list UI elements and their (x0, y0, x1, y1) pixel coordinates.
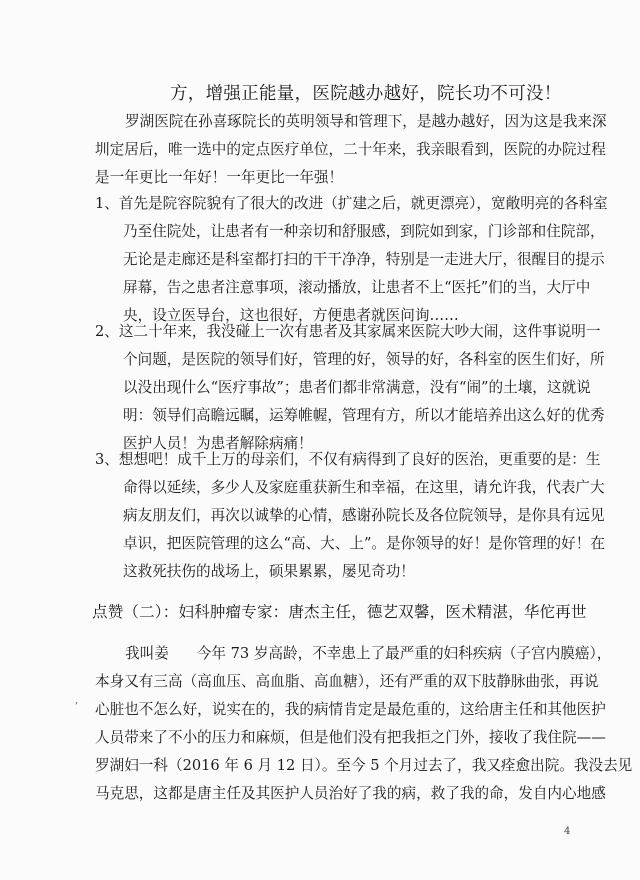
point-3-paragraph (95, 446, 605, 586)
text-line: 这救死扶伤的战场上，硕果累累，屡见奇功！ (123, 563, 415, 580)
text-line: 马克思，这都是唐主任及其医护人员治好了我的病，救了我的命，发自内心地感 (95, 785, 606, 802)
page-title: 方，增强正能量，医院越办越好，院长功不可没！ (170, 84, 562, 104)
point-1-paragraph (95, 190, 608, 330)
text-line: 人员带来了不小的压力和麻烦，但是他们没有把我拒之门外，接收了我住院—— (95, 729, 606, 746)
text-line: 以没出现什么“医疗事故”；患者们都非常满意，没有“闹”的土壤，这就说 (123, 379, 591, 396)
text-line: 1、首先是院容院貌有了很大的改进（扩建之后，就更漂亮），宽敞明亮的各科室 (95, 195, 608, 212)
narrator-intro: 我叫姜 (125, 645, 169, 662)
page-number: 4 (564, 826, 571, 837)
intro-paragraph (95, 108, 607, 192)
text-line: 是一年更比一年好！一年更比一年强！ (95, 169, 344, 186)
section-2-heading: 点赞（二）：妇科肿瘤专家：唐杰主任，德艺双馨，医术精湛，华佗再世 (92, 603, 587, 621)
text-line: 乃至住院处，让患者有一种亲切和舒服感，到院如到家，门诊部和住院部， (123, 223, 605, 240)
text-line: 心脏也不怎么好，说实在的，我的病情肯定是最危重的，这给唐主任和其他医护 (95, 701, 606, 718)
text-line (95, 640, 612, 668)
text-line: 无论是走廊还是科室都打扫的干干净净，特别是一走进大厅，很醒目的提示 (123, 251, 605, 268)
stray-mark: , (75, 695, 79, 706)
point-2-paragraph (95, 318, 605, 458)
text-line: 病友朋友们，再次以诚挚的心情，感谢孙院长及各位院领导，是你具有远见 (123, 507, 605, 524)
text-line: 央，设立医导台，这也很好，方便患者就医问询…… (123, 307, 459, 324)
narrator-intro-rest: 今年 73 岁高龄，不幸患上了最严重的妇科疾病（子宫内膜癌）， (196, 645, 612, 662)
text-line: 圳定居后，唯一选中的定点医疗单位，二十年来，我亲眼看到，医院的办院过程 (95, 141, 606, 158)
text-line: 罗湖妇一科（2016 年 6 月 12 日）。至今 5 个月过去了，我又痊愈出院。我没去见 (95, 757, 633, 774)
text-line: 本身又有三高（高血压、高血脂、高血糖），还有严重的双下肢静脉曲张，再说 (95, 673, 599, 690)
text-line: 屏幕，告之患者注意事项，滚动播放，让患者不上“医托”们的当，大厅中 (123, 279, 591, 296)
section-2-paragraph (95, 640, 633, 808)
text-line: 明：领导们高瞻远瞩，运筹帷幄，管理有方，所以才能培养出这么好的优秀 (123, 407, 605, 424)
text-line: 卓识，把医院管理的这么“高、大、上”。是你领导的好！是你管理的好！在 (123, 535, 605, 552)
text-line: 2、这二十年来，我没碰上一次有患者及其家属来医院大吵大闹，这件事说明一 (95, 323, 601, 340)
text-line: 罗湖医院在孙喜琢院长的英明领导和管理下，是越办越好，因为这是我来深 (125, 113, 607, 130)
text-line: 医护人员！为患者解除病痛！ (123, 435, 313, 452)
text-line: 个问题，是医院的领导们好，管理的好，领导的好，各科室的医生们好，所 (123, 351, 605, 368)
text-line: 3、想想吧！成千上万的母亲们，不仅有病得到了良好的医治，更重要的是：生 (95, 451, 601, 468)
text-line: 命得以延续，多少人及家庭重获新生和幸福，在这里，请允许我，代表广大 (123, 479, 605, 496)
